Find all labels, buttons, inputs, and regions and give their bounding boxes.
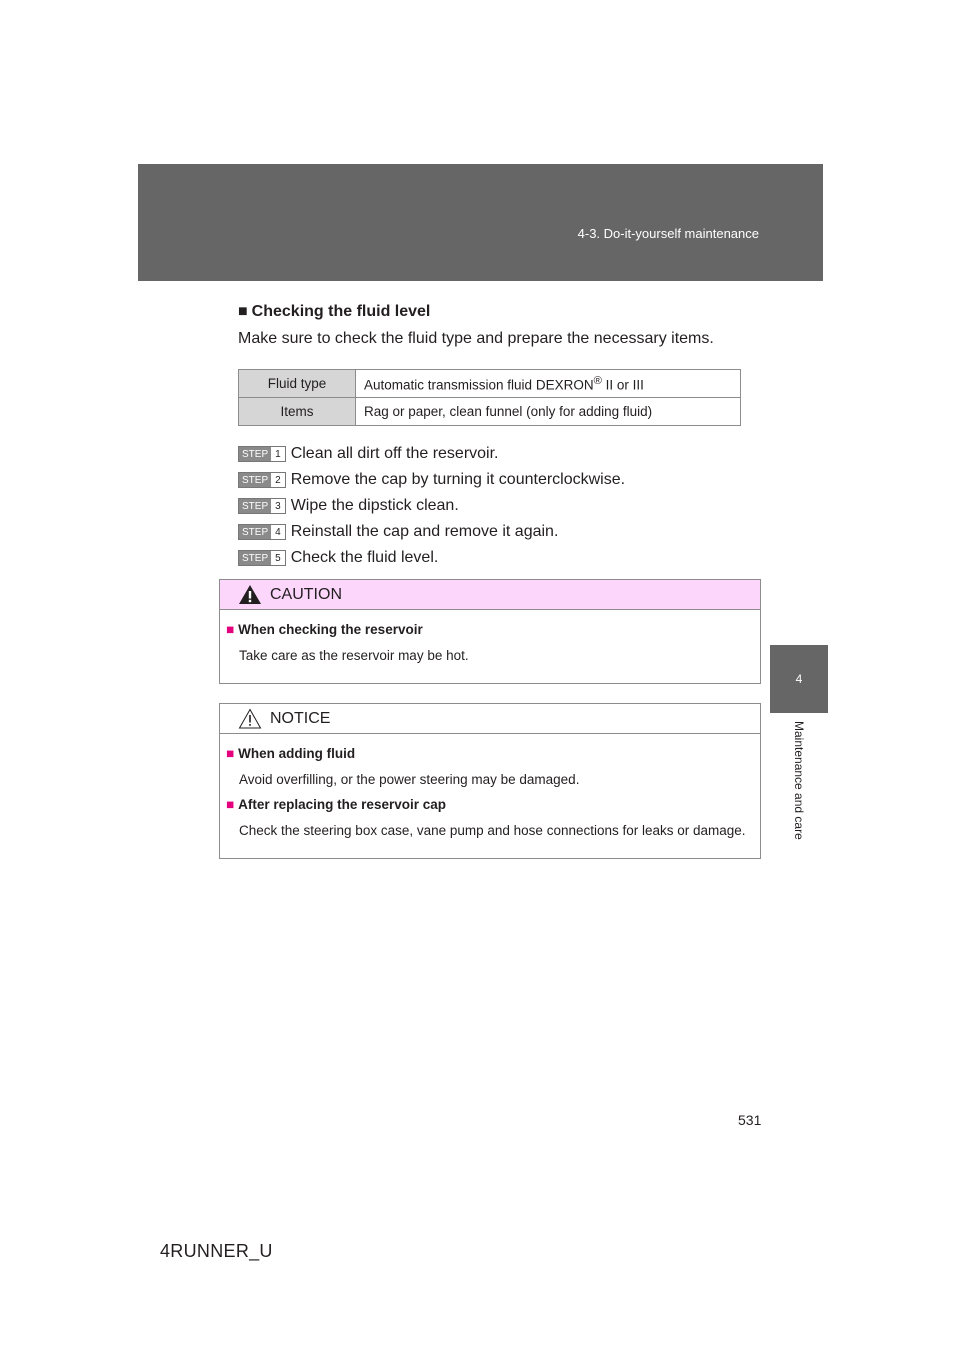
section-title xyxy=(238,303,430,321)
square-bullet-icon: ■ xyxy=(226,797,235,812)
step-text: Reinstall the cap and remove it again. xyxy=(290,523,559,540)
notice-item-text: Check the steering box case, vane pump and hose connections for leaks or damage. xyxy=(239,823,746,838)
step-badge: STEP 5 xyxy=(238,550,286,566)
caution-body xyxy=(220,610,760,683)
caution-heading: CAUTION xyxy=(270,585,342,603)
notice-heading: NOTICE xyxy=(270,709,331,727)
intro-text: Make sure to check the fluid type and prepare the necessary items. xyxy=(238,330,714,347)
square-bullet-icon: ■ xyxy=(226,622,235,637)
step-item xyxy=(238,441,625,467)
table-label-cell: Items xyxy=(239,398,356,426)
chapter-tab xyxy=(770,645,828,713)
step-item xyxy=(238,519,625,545)
document-code: 4RUNNER_U xyxy=(160,1241,273,1261)
notice-item-text: Avoid overfilling, or the power steering may be damaged. xyxy=(239,772,580,787)
notice-item-title: ■ After replacing the reservoir cap xyxy=(226,797,446,812)
caution-item-title: ■ When checking the reservoir xyxy=(226,622,423,637)
warning-outline-icon xyxy=(238,708,262,729)
section-title-text: Checking the fluid level xyxy=(251,303,431,320)
step-text: Remove the cap by turning it counterclockwise. xyxy=(290,471,626,488)
notice-header xyxy=(220,704,760,734)
notice-item-title: ■ When adding fluid xyxy=(226,746,356,761)
fluid-type-suffix: II or III xyxy=(601,377,644,393)
notice-body xyxy=(220,734,760,858)
table-row xyxy=(239,398,741,426)
step-text: Clean all dirt off the reservoir. xyxy=(290,445,499,462)
step-list xyxy=(238,441,625,571)
notice-box xyxy=(219,703,761,859)
fluid-info-table xyxy=(238,369,741,426)
step-item xyxy=(238,493,625,519)
header-band xyxy=(138,164,823,281)
chapter-title: Maintenance and care xyxy=(792,721,806,840)
step-badge: STEP 2 xyxy=(238,472,286,488)
fluid-type-value: Automatic transmission fluid DEXRON xyxy=(364,377,594,393)
table-value-cell: Rag or paper, clean funnel (only for adding fluid) xyxy=(356,398,741,426)
step-item xyxy=(238,467,625,493)
header-section-title: 4-3. Do-it-yourself maintenance xyxy=(577,226,759,241)
square-bullet-icon: ■ xyxy=(238,303,248,320)
square-bullet-icon: ■ xyxy=(226,746,235,761)
step-item xyxy=(238,545,625,571)
caution-box xyxy=(219,579,761,684)
page-number: 531 xyxy=(738,1112,762,1128)
registered-mark: ® xyxy=(593,374,602,387)
caution-item-text: Take care as the reservoir may be hot. xyxy=(239,648,469,663)
table-label-cell: Fluid type xyxy=(239,370,356,398)
table-row xyxy=(239,370,741,398)
step-badge: STEP 4 xyxy=(238,524,286,540)
step-text: Wipe the dipstick clean. xyxy=(290,497,459,514)
chapter-number: 4 xyxy=(795,672,803,686)
step-text: Check the fluid level. xyxy=(290,549,439,566)
step-badge: STEP 3 xyxy=(238,498,286,514)
table-value-cell xyxy=(356,370,741,398)
warning-filled-icon xyxy=(238,584,262,605)
caution-header xyxy=(220,580,760,610)
step-badge: STEP 1 xyxy=(238,446,286,462)
